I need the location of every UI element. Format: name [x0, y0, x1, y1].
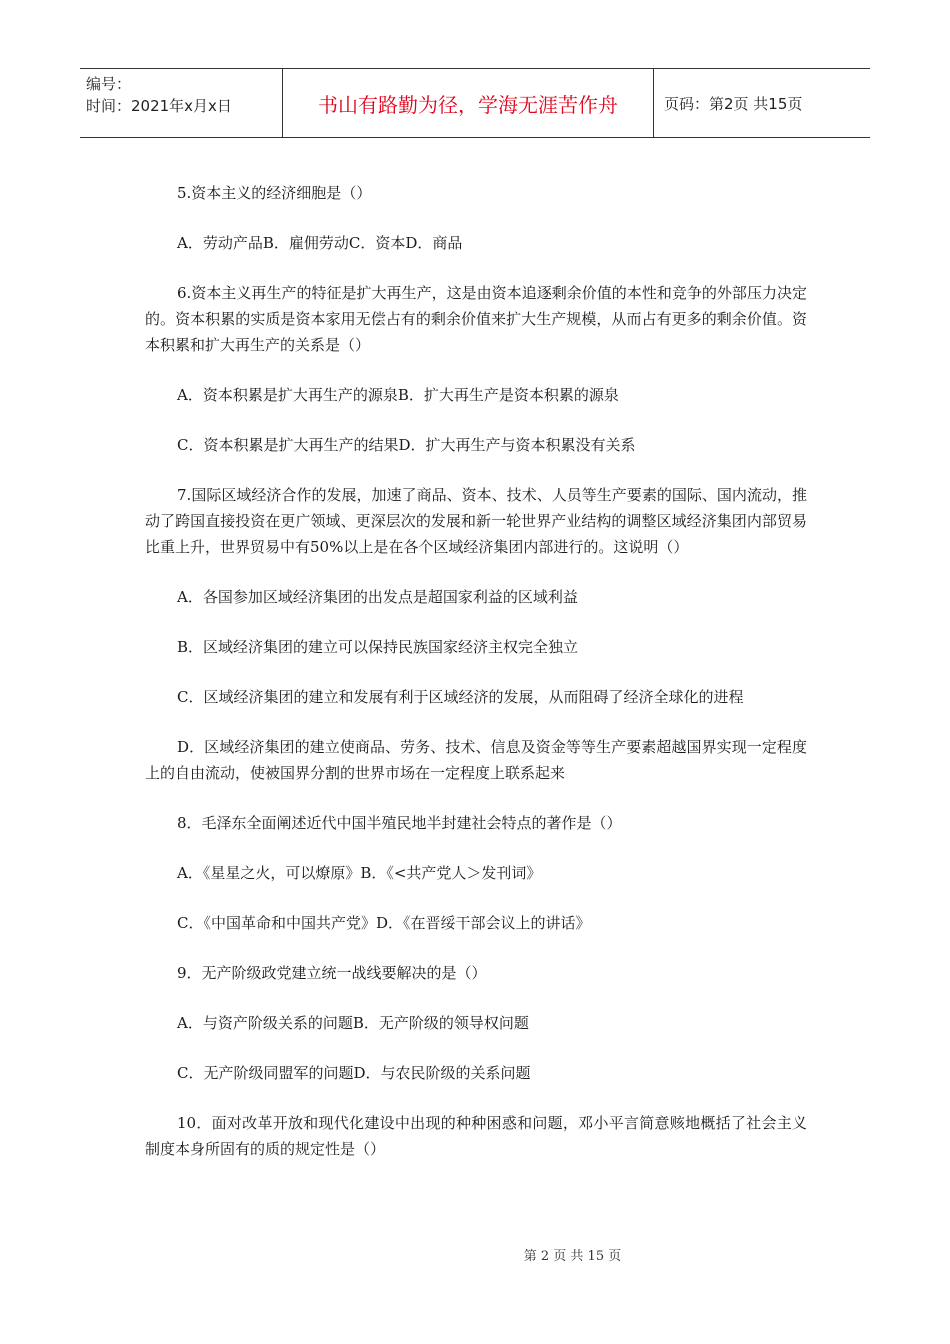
question-5-options: A．劳动产品B．雇佣劳动C．资本D．商品 — [177, 234, 463, 252]
question-10: 10．面对改革开放和现代化建设中出现的种种困惑和问题，邓小平言简意赅地概括了社会主义制度本身所固有的质的规定性是（） — [145, 1114, 807, 1158]
question-9-options-cd: C．无产阶级同盟军的问题D．与农民阶级的关系问题 — [177, 1064, 531, 1082]
question-6-options-cd: C．资本积累是扩大再生产的结果D．扩大再生产与资本积累没有关系 — [177, 436, 636, 454]
question-7-option-d: D．区域经济集团的建立使商品、劳务、技术、信息及资金等等生产要素超越国界实现一定程度上的自由流动，使被国界分割的世界市场在一定程度上联系起来 — [145, 738, 807, 782]
header-meta — [80, 69, 282, 137]
header-motto: 书山有路勤为径，学海无涯苦作舟 — [282, 69, 654, 137]
document-body — [145, 180, 807, 1186]
question-8-options-cd: C．《中国革命和中国共产党》D．《在晋绥干部会议上的讲话》 — [177, 914, 591, 932]
header-page-info: 页码：第2页 共15页 — [664, 94, 803, 113]
question-9-options-ab: A．与资产阶级关系的问题B．无产阶级的领导权问题 — [177, 1014, 529, 1032]
number-label: 编号： — [86, 75, 132, 93]
question-6: 6.资本主义再生产的特征是扩大再生产，这是由资本追逐剩余价值的本性和竞争的外部压力决定的。资本积累的实质是资本家用无偿占有的剩余价值来扩大生产规模，从而占有更多的剩余价值。资本积累和扩大再生产的关系是（） — [145, 284, 807, 354]
time-label: 时间：2021年x月x日 — [86, 97, 232, 115]
question-7: 7.国际区域经济合作的发展，加速了商品、资本、技术、人员等生产要素的国际、国内流动，推动了跨国直接投资在更广领域、更深层次的发展和新一轮世界产业结构的调整区域经济集团内部贸易比重上升，世界贸易中有50%以上是在各个区域经济集团内部进行的。这说明（） — [145, 486, 807, 556]
page-footer: 第 2 页 共 15 页 — [523, 1249, 622, 1264]
page-header — [80, 68, 870, 138]
question-9: 9．无产阶级政党建立统一战线要解决的是（） — [177, 964, 487, 982]
question-7-option-a: A．各国参加区域经济集团的出发点是超国家利益的区域利益 — [177, 588, 578, 606]
question-8-options-ab: A．《星星之火，可以燎原》B．《<共产党人＞发刊词》 — [177, 864, 542, 882]
question-7-option-c: C．区域经济集团的建立和发展有利于区域经济的发展，从而阻碍了经济全球化的进程 — [177, 688, 744, 706]
question-7-option-b: B．区域经济集团的建立可以保持民族国家经济主权完全独立 — [177, 638, 579, 656]
question-8: 8．毛泽东全面阐述近代中国半殖民地半封建社会特点的著作是（） — [177, 814, 622, 832]
question-5: 5.资本主义的经济细胞是（） — [177, 184, 372, 202]
question-6-options-ab: A．资本积累是扩大再生产的源泉B．扩大再生产是资本积累的源泉 — [177, 386, 619, 404]
